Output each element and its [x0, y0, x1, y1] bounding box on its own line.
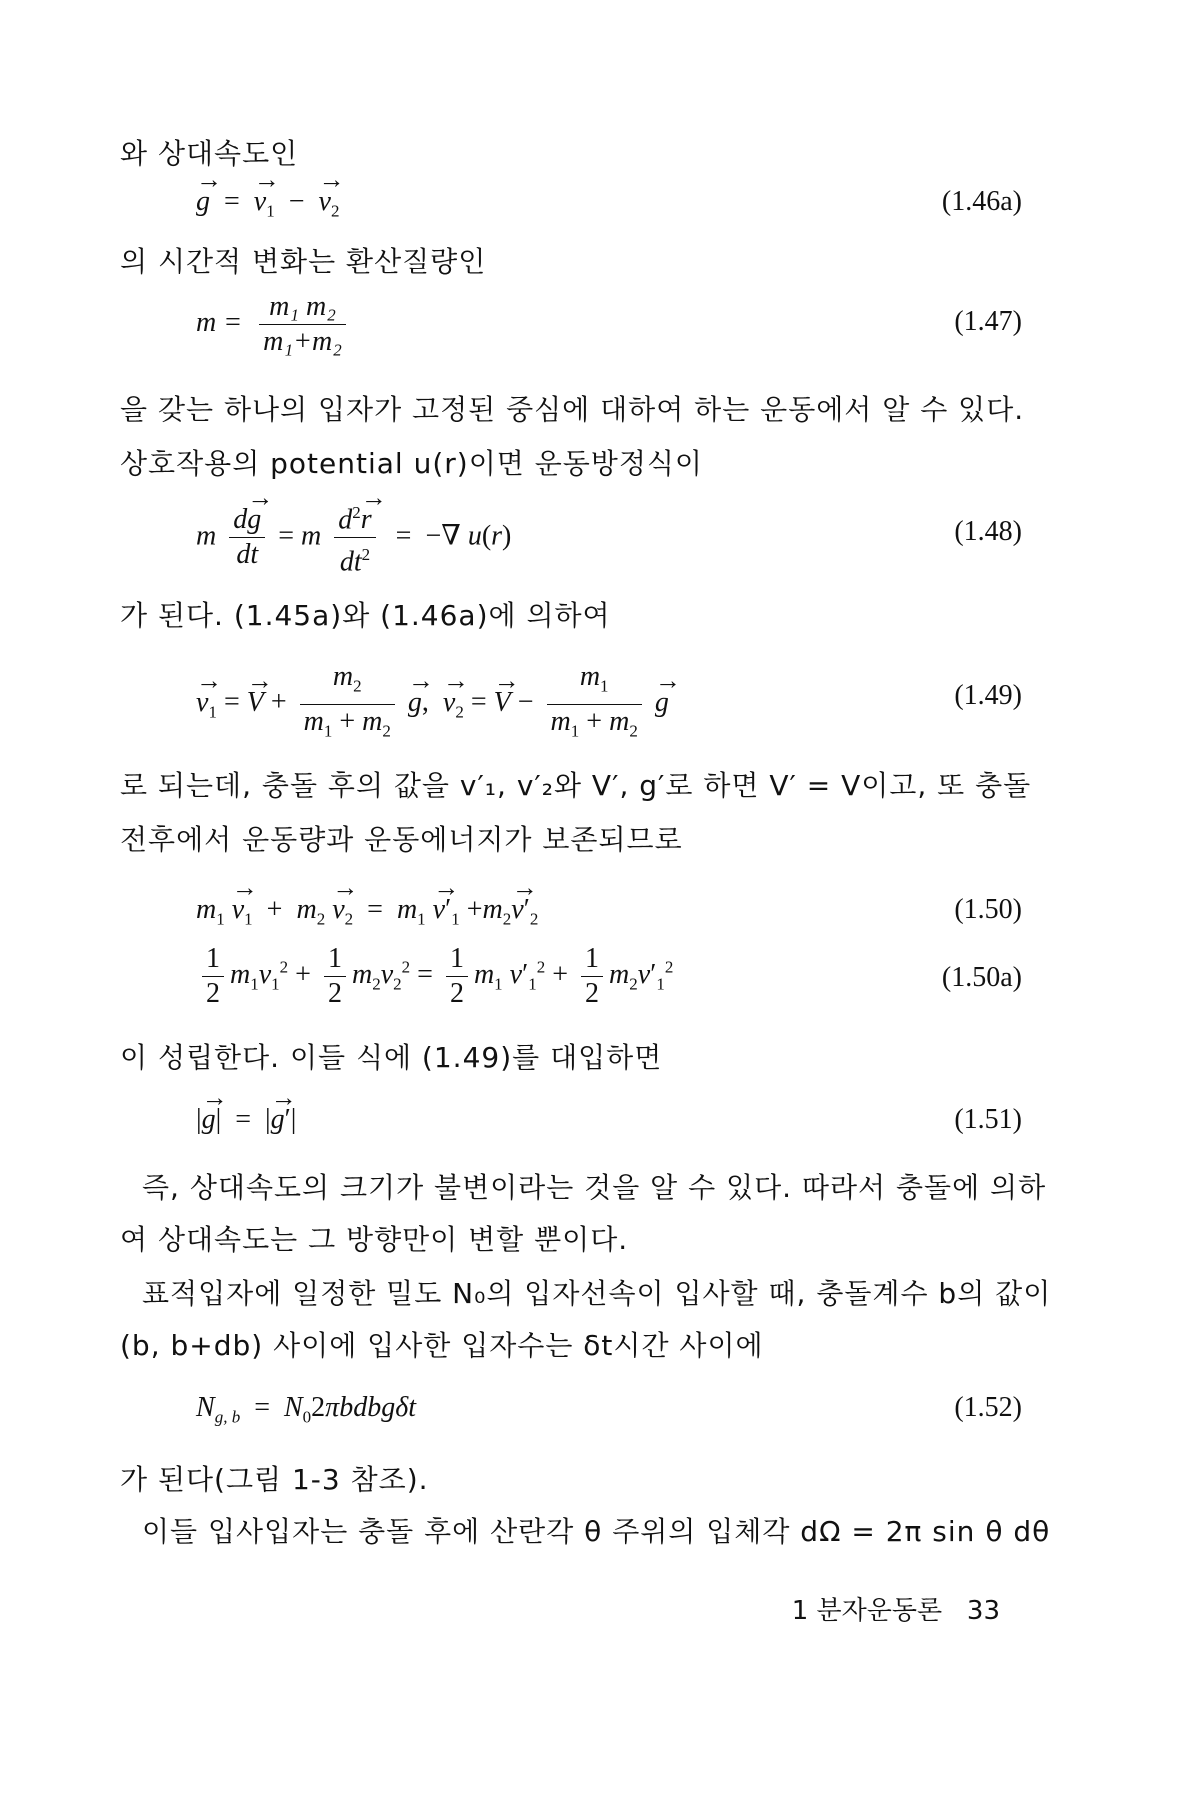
text-line: 이 성립한다. 이들 식에 (1.49)를 대입하면 — [120, 1041, 663, 1074]
equation-1-50: $m_1 \to v_1 + m_2 \to v_2 = m_1 \to v'_1 +m_2\to v'_2$ — [196, 892, 538, 938]
text-line: 을 갖는 하나의 입자가 고정된 중심에 대하여 하는 운동에서 알 수 있다. — [120, 393, 1025, 426]
equation-lhs: m = — [196, 306, 243, 338]
equation-1-47 — [196, 290, 352, 359]
text-line: 여 상대속도는 그 방향만이 변할 뿐이다. — [120, 1223, 629, 1256]
text-line: 전후에서 운동량과 운동에너지가 보존되므로 — [120, 823, 683, 856]
equation-number: (1.52) — [954, 1392, 1022, 1423]
text-line: 의 시간적 변화는 환산질량인 — [120, 245, 487, 278]
text-line: 이들 입사입자는 충돌 후에 산란각 θ 주위의 입체각 dΩ = 2π sin θ dθ — [142, 1515, 1051, 1548]
page-number: 33 — [966, 1596, 1000, 1626]
text-line: 로 되는데, 충돌 후의 값을 v′₁, v′₂와 V′, g′로 하면 V′ = V이고, 또 충돌 — [120, 769, 1032, 802]
chapter-title: 1 분자운동론 — [791, 1596, 943, 1626]
equation-1-51: |→ g| = |→ g′| — [196, 1102, 296, 1138]
equation-1-50a: $\frac{1}{2}$ $m_1v_1^2$ + $\frac{1}{2}$ $m_2v_2^2$ = $\frac{1}{2}$ $m_1$ $v'_1^2$ + $\frac{1}{2}$ $m_2v'_1^2$ — [196, 942, 673, 1011]
fraction-numerator: m₁ m₂ — [269, 291, 336, 322]
equation-number: (1.50a) — [941, 962, 1022, 993]
equation-1-48: m $\frac{d\to g}{dt}$ = m $\frac{d^2\to r}{dt^2}$ = −∇ u(r) — [196, 496, 511, 580]
text-line: 가 된다(그림 1-3 참조). — [120, 1463, 429, 1496]
text-line: 표적입자에 일정한 밀도 N₀의 입자선속이 입사할 때, 충돌계수 b의 값이 — [142, 1277, 1052, 1310]
equation-1-49: → $v_1$ = → V + $\frac{m_2}{m_1 + m_2}$ → g, → $v_2$ = → V − $\frac{m_1}{m_1 + m_2}$ → g — [196, 660, 669, 748]
equation-number: (1.48) — [954, 516, 1022, 547]
text-line: 즉, 상대속도의 크기가 불변이라는 것을 알 수 있다. 따라서 충돌에 의하 — [142, 1171, 1047, 1204]
text-line: (b, b+db) 사이에 입사한 입자수는 δt시간 사이에 — [120, 1329, 764, 1362]
equation-1-46a: → g = → $v_1$ − → $v_2$ — [196, 184, 339, 230]
fraction-denominator: m₁+m₂ — [263, 326, 342, 357]
equation-number: (1.47) — [954, 306, 1022, 337]
equation-number: (1.49) — [954, 680, 1022, 711]
equation-1-52: $N_{g, b}$ = $N_02\pi bdbg\delta t$ — [196, 1392, 416, 1427]
text-line: 와 상대속도인 — [120, 137, 299, 170]
text-line: 가 된다. (1.45a)와 (1.46a)에 의하여 — [120, 599, 611, 632]
equation-number: (1.50) — [954, 894, 1022, 925]
page-footer — [792, 1590, 1000, 1627]
text-line: 상호작용의 potential u(r)이면 운동방정식이 — [120, 447, 703, 480]
equation-number: (1.46a) — [941, 186, 1022, 217]
equation-number: (1.51) — [954, 1104, 1022, 1135]
